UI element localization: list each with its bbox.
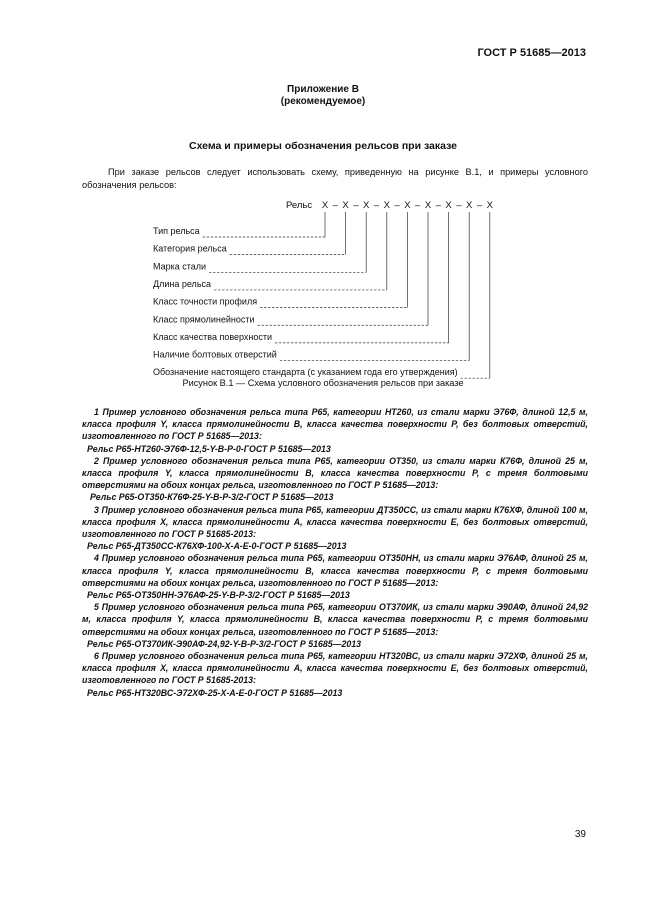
diagram-head-dash: – bbox=[476, 200, 483, 211]
example-text-6: 6 Пример условного обозначения рельса типа Р65, категории НТ320ВС, из стали марки Э72ХФ, длиной 25 м, класса профиля Х, класса прямолинейности А, класса качества поверхности Е, без болтовых отверстий, изготовленного по ГОСТ Р 51685-2013: bbox=[82, 651, 588, 686]
diagram-head-dash: – bbox=[353, 200, 359, 211]
diagram-label: Класс прямолинейности bbox=[153, 314, 255, 325]
diagram-labels bbox=[153, 226, 458, 377]
diagram-label: Марка стали bbox=[153, 261, 207, 272]
example-designation-2: Рельс Р65-ОТ350-К76Ф-25-Y-В-Р-3/2-ГОСТ Р 51685—2013 bbox=[90, 492, 334, 503]
diagram-head-dash: – bbox=[394, 200, 400, 211]
appendix-subtitle: (рекомендуемое) bbox=[280, 96, 366, 107]
diagram-head-items bbox=[322, 200, 494, 211]
examples-block bbox=[82, 406, 588, 699]
diagram-head-dash: – bbox=[456, 200, 462, 211]
example-text-5: 5 Пример условного обозначения рельса типа Р65, категории ОТ370ИК, из стали марки Э90АФ, длиной 24,92 м, класса профиля Y, класса прямолинейности В, класса качества поверхности Р, с тремя болтовыми отверстиями на обоих концах рельса, изготовленного по ГОСТ Р 51685—2013: bbox=[82, 602, 588, 637]
diagram-label: Категория рельса bbox=[153, 243, 227, 254]
diagram-head-item: Х bbox=[424, 200, 432, 211]
diagram-label: Наличие болтовых отверстий bbox=[153, 349, 277, 360]
diagram-head-dash: – bbox=[373, 200, 380, 211]
diagram-label: Длина рельса bbox=[153, 278, 212, 289]
page-number: 39 bbox=[574, 829, 586, 840]
example-designation-1: Рельс Р65-НТ260-Э76Ф-12,5-Y-В-Р-0-ГОСТ Р 51685—2013 bbox=[87, 443, 331, 454]
example-designation-4: Рельс Р65-ОТ350НН-Э76АФ-25-Y-В-Р-3/2-ГОСТ Р 51685—2013 bbox=[87, 590, 350, 601]
section-title: Схема и примеры обозначения рельсов при заказе bbox=[188, 140, 458, 152]
diagram-head-item: Х bbox=[321, 200, 329, 211]
diagram-head-item: Х bbox=[486, 200, 493, 211]
example-designation-3: Рельс Р65-ДТ350СС-К76ХФ-100-Х-А-Е-0-ГОСТ Р 51685—2013 bbox=[87, 541, 347, 552]
diagram-label: Класс точности профиля bbox=[153, 296, 258, 307]
diagram-label: Класс качества поверхности bbox=[153, 331, 273, 342]
diagram-head-item: Х bbox=[466, 200, 473, 211]
example-designation-6: Рельс Р65-НТ320ВС-Э72ХФ-25-Х-А-Е-0-ГОСТ Р 51685—2013 bbox=[87, 687, 343, 698]
diagram-head-item: Х bbox=[363, 200, 370, 211]
intro-paragraph: При заказе рельсов следует использовать схему, приведенную на рисунке В.1, и примеры условного обозначения рельсов: bbox=[82, 167, 588, 190]
example-text-4: 4 Пример условного обозначения рельса типа Р65, категории ОТ350НН, из стали марки Э76АФ, длиной 25 м, класса профиля Y, класса прямолинейности В, класса качества поверхности Р, с тремя болтовыми отверстиями на обоих концах рельса, изготовленного по ГОСТ Р 51685—2013: bbox=[82, 553, 588, 588]
diagram-head-dash: – bbox=[415, 200, 421, 211]
diagram-head-item: Х bbox=[342, 200, 349, 211]
standard-header: ГОСТ Р 51685—2013 bbox=[477, 47, 586, 59]
diagram-head-item: Х bbox=[383, 200, 390, 211]
appendix-title: Приложение В bbox=[287, 84, 359, 95]
diagram-head-word: Рельс bbox=[286, 200, 313, 211]
figure-caption: Рисунок В.1 — Схема условного обозначения рельсов при заказе bbox=[182, 378, 464, 388]
diagram-head-item: Х bbox=[404, 200, 411, 211]
diagram-label: Тип рельса bbox=[153, 226, 200, 236]
example-text-2: 2 Пример условного обозначения рельса типа Р65, категории ОТ350, из стали марки К76Ф, длиной 25 м, класса профиля Y, класса прямолинейности В, класса качества поверхности Р, с тремя болтовыми отверстиями на обоих концах рельса, изготовленного по ГОСТ Р 51685—2013: bbox=[82, 455, 588, 491]
diagram-label: Обозначение настоящего стандарта (с указанием года его утверждения) bbox=[153, 367, 458, 378]
example-text-3: 3 Пример условного обозначения рельса типа Р65, категории ДТ350СС, из стали марки К76ХФ, длиной 100 м, класса профиля Х, класса прямолинейности А, класса качества поверхности Е, без болтовых отверстий, изготовленного по ГОСТ Р 51685-2013: bbox=[82, 504, 588, 540]
diagram-head-dash: – bbox=[435, 200, 441, 211]
example-designation-5: Рельс Р65-ОТ370ИК-Э90АФ-24,92-Y-В-Р-3/2-ГОСТ Р 51685—2013 bbox=[87, 638, 362, 649]
diagram-head-item: Х bbox=[445, 200, 452, 211]
example-text-1: 1 Пример условного обозначения рельса типа Р65, категории НТ260, из стали марки Э76Ф, длиной 12,5 м, класса профиля Y, класса прямолинейности В, класса качества поверхности Р, без болтовых отверстий, изготовленного по ГОСТ Р 51685—2013: bbox=[82, 407, 588, 442]
diagram-head-dash: – bbox=[332, 200, 338, 211]
